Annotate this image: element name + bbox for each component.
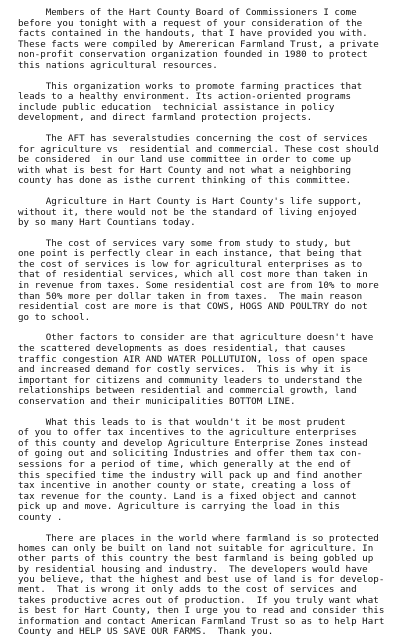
text-line: information and contact American Farmland Trust so as to help Hart xyxy=(18,616,385,627)
text-line: go to school. xyxy=(18,312,91,323)
text-line: include public education technicial assistance in policy xyxy=(18,102,335,113)
text-line: of you to offer tax incentives to the agriculture enterprises xyxy=(18,428,357,439)
text-line: and increased demand for costly services. This is why it is xyxy=(18,365,352,376)
text-line: traffic congestion AIR AND WATER POLLUTUION, loss of open space xyxy=(18,354,368,365)
paragraph xyxy=(18,418,404,524)
text-line: before you tonight with a request of your consideration of the xyxy=(18,18,363,29)
text-line: tax revenue for the county. Land is a fixed object and cannot xyxy=(18,491,357,502)
text-line: Other factors to consider are that agriculture doesn't have xyxy=(18,333,374,344)
text-line: county . xyxy=(18,512,63,523)
text-line: without it, there would not be the standard of living enjoyed xyxy=(18,207,357,218)
text-line: this nations agricultural resources. xyxy=(18,60,218,71)
text-line: There are places in the world where farmland is so protected xyxy=(18,533,379,544)
paragraph xyxy=(18,239,404,324)
text-line: relationships between residential and commercial growth, land xyxy=(18,386,357,397)
text-line: conservation and their municipalities BOTTOM LINE. xyxy=(18,397,296,407)
text-line: tax incentive in another county or state, creating a loss of xyxy=(18,481,352,492)
text-line: Agriculture in Hart County is Hart County's life support, xyxy=(18,196,363,207)
text-line: important for citizens and community leaders to understand the xyxy=(18,375,363,386)
text-line: be considered in our land use committee in order to come up xyxy=(18,155,352,166)
text-line: non-profit conservation organization founded in 1980 to protect xyxy=(18,50,368,61)
text-line: leads to a healthy environment. Its action-oriented programs xyxy=(18,92,352,103)
text-line: residential cost are more is that COWS, HOGS AND POULTRY do not xyxy=(18,302,368,313)
text-line: homes can only be built on land not suitable for agriculture. In xyxy=(18,543,374,554)
text-line: is best for Hart County, then I urge you to read and consider this xyxy=(18,606,385,617)
paragraph xyxy=(18,134,404,187)
text-line: that of residential services, which all cost more than taken in xyxy=(18,270,368,281)
text-line: other parts of this country the best farmland is being gobled up xyxy=(18,554,374,565)
text-line: development, and direct farmland protection projects. xyxy=(18,113,313,124)
paragraph xyxy=(18,333,404,407)
text-line: pick up and move. Agriculture is carrying the load in this xyxy=(18,502,340,513)
text-line: This organization works to promote farming practices that xyxy=(18,81,363,92)
text-line: The cost of services vary some from study to study, but xyxy=(18,238,352,249)
text-line: takes productive acres out of production. If you truly want what xyxy=(18,595,379,606)
text-line: facts contained in the handouts, that I have provided you with. xyxy=(18,29,368,40)
paragraph xyxy=(18,82,404,124)
text-line: you believe, that the highest and best use of land is for develop- xyxy=(18,575,385,586)
text-line: ment. That is wrong it only adds to the cost of services and xyxy=(18,585,357,596)
text-line: than 50% more per dollar taken in from taxes. The main reason xyxy=(18,291,363,302)
paragraph xyxy=(18,197,404,229)
paragraph xyxy=(18,534,404,637)
text-line: County and HELP US SAVE OUR FARMS. Thank you. xyxy=(18,627,274,637)
text-line: Members of the Hart County Board of Commissioners I come xyxy=(18,8,357,18)
letter-body xyxy=(18,8,404,637)
text-line: of this county and develop Agriculture Enterprise Zones instead xyxy=(18,438,368,449)
text-line: for agriculture vs residential and commercial. These cost should xyxy=(18,144,379,155)
text-line: the cost of services is low for agricultural enterprises as to xyxy=(18,259,363,270)
text-line: sessions for a period of time, which generally at the end of xyxy=(18,459,352,470)
text-line: These facts were compiled by Amererican Farmland Trust, a private xyxy=(18,39,379,50)
paragraph xyxy=(18,8,404,72)
text-line: one point is perfectly clear in each instance, that being that xyxy=(18,249,363,260)
text-line: The AFT has severalstudies concerning the cost of services xyxy=(18,133,368,144)
text-line: with what is best for Hart County and not what a neighboring xyxy=(18,165,352,176)
text-line: in revenue from taxes. Some residential cost are from 10% to more xyxy=(18,281,379,292)
text-line: by residential housing and industry. The developers would have xyxy=(18,564,368,575)
text-line: this specified time the industry will pack up and find another xyxy=(18,470,363,481)
text-line: by so many Hart Countians today. xyxy=(18,218,196,229)
text-line: What this leads to is that wouldn't it be most prudent xyxy=(18,417,346,428)
text-line: of going out and soliciting Industries and offer them tax con- xyxy=(18,449,363,460)
text-line: county has done as isthe current thinking of this committee. xyxy=(18,176,352,187)
text-line: the scattered developments as does residential, that causes xyxy=(18,344,346,355)
